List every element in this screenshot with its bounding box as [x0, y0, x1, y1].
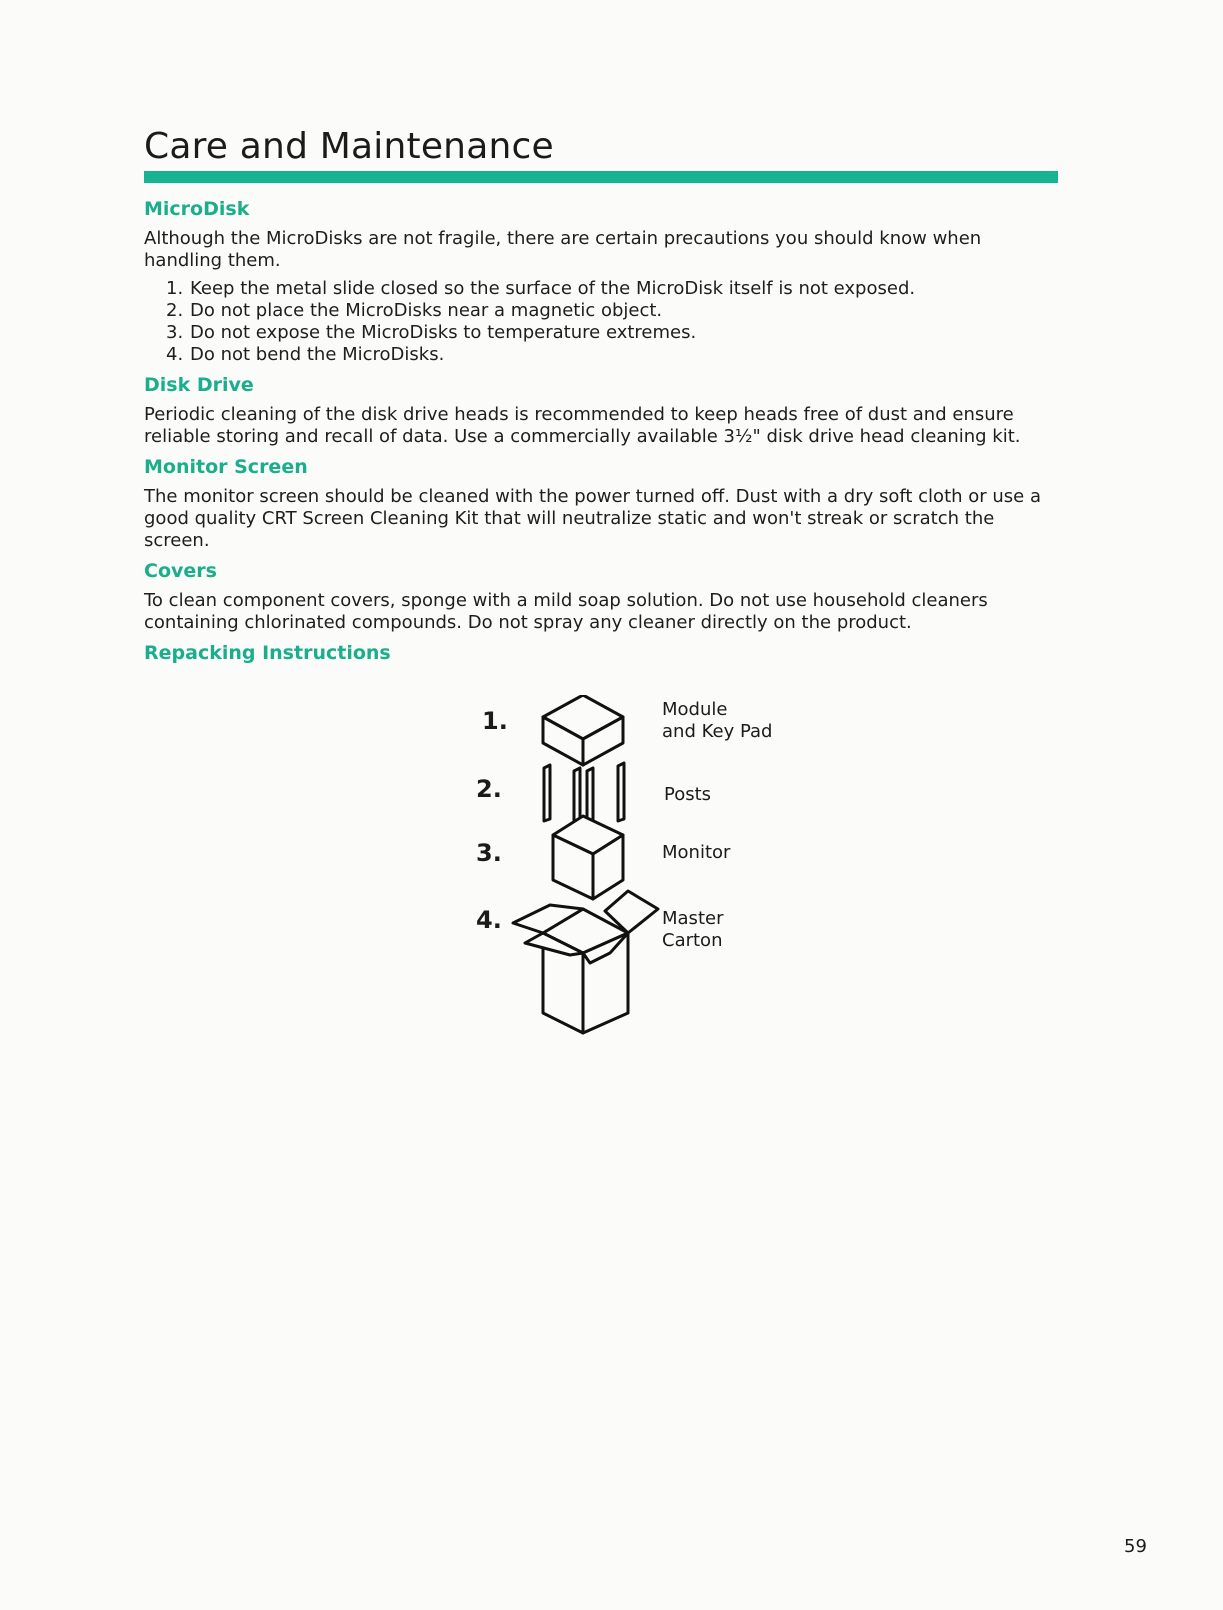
figure-label-posts: Posts — [664, 784, 712, 805]
figure-step-number: 4. — [476, 906, 502, 934]
list-item: 3. Do not expose the MicroDisks to temperature extremes. — [166, 322, 697, 343]
title-rule — [144, 171, 1058, 183]
content — [144, 196, 1044, 672]
figure-step-number: 2. — [476, 775, 502, 803]
figure-step-number: 1. — [482, 707, 508, 735]
post-right — [618, 763, 624, 821]
repacking-diagram — [470, 695, 850, 1065]
microdisk-steps — [144, 278, 1044, 366]
figure-label-module: Module and Key Pad — [662, 699, 773, 742]
figure-label-master-carton: Master Carton — [662, 908, 724, 951]
page-number: 59 — [1124, 1536, 1147, 1557]
list-item: 4. Do not bend the MicroDisks. — [166, 344, 445, 365]
disk-drive-text: Periodic cleaning of the disk drive heads is recommended to keep heads free of dust and ensure reliable storing and recall of data. Use a commercially available 3½" disk drive head cleaning kit. — [144, 404, 1021, 447]
list-item: 2. Do not place the MicroDisks near a magnetic object. — [166, 300, 663, 321]
section-heading-repacking: Repacking Instructions — [144, 642, 391, 664]
section-repacking — [144, 640, 1044, 666]
monitor-screen-text: The monitor screen should be cleaned with the power turned off. Dust with a dry soft cloth or use a good quality CRT Screen Cleaning Kit that will neutralize static and won't streak or scratch the screen. — [144, 486, 1042, 551]
list-item: 1. Keep the metal slide closed so the surface of the MicroDisk itself is not exposed. — [166, 278, 916, 299]
section-disk-drive — [144, 372, 1044, 448]
microdisk-intro: Although the MicroDisks are not fragile, there are certain precautions you should know when handling them. — [144, 228, 982, 271]
page-title: Care and Maintenance — [144, 126, 554, 167]
post-left — [544, 765, 550, 821]
section-covers — [144, 558, 1044, 634]
section-microdisk — [144, 196, 1044, 366]
section-heading-covers: Covers — [144, 560, 217, 582]
figure-label-monitor: Monitor — [662, 842, 731, 863]
repacking-illustration — [510, 695, 700, 1040]
section-heading-disk-drive: Disk Drive — [144, 374, 254, 396]
section-heading-microdisk: MicroDisk — [144, 198, 250, 220]
covers-text: To clean component covers, sponge with a mild soap solution. Do not use household cleaners containing chlorinated compounds. Do not spray any cleaner directly on the product. — [144, 590, 988, 633]
figure-step-number: 3. — [476, 839, 502, 867]
section-monitor-screen — [144, 454, 1044, 552]
section-heading-monitor-screen: Monitor Screen — [144, 456, 308, 478]
